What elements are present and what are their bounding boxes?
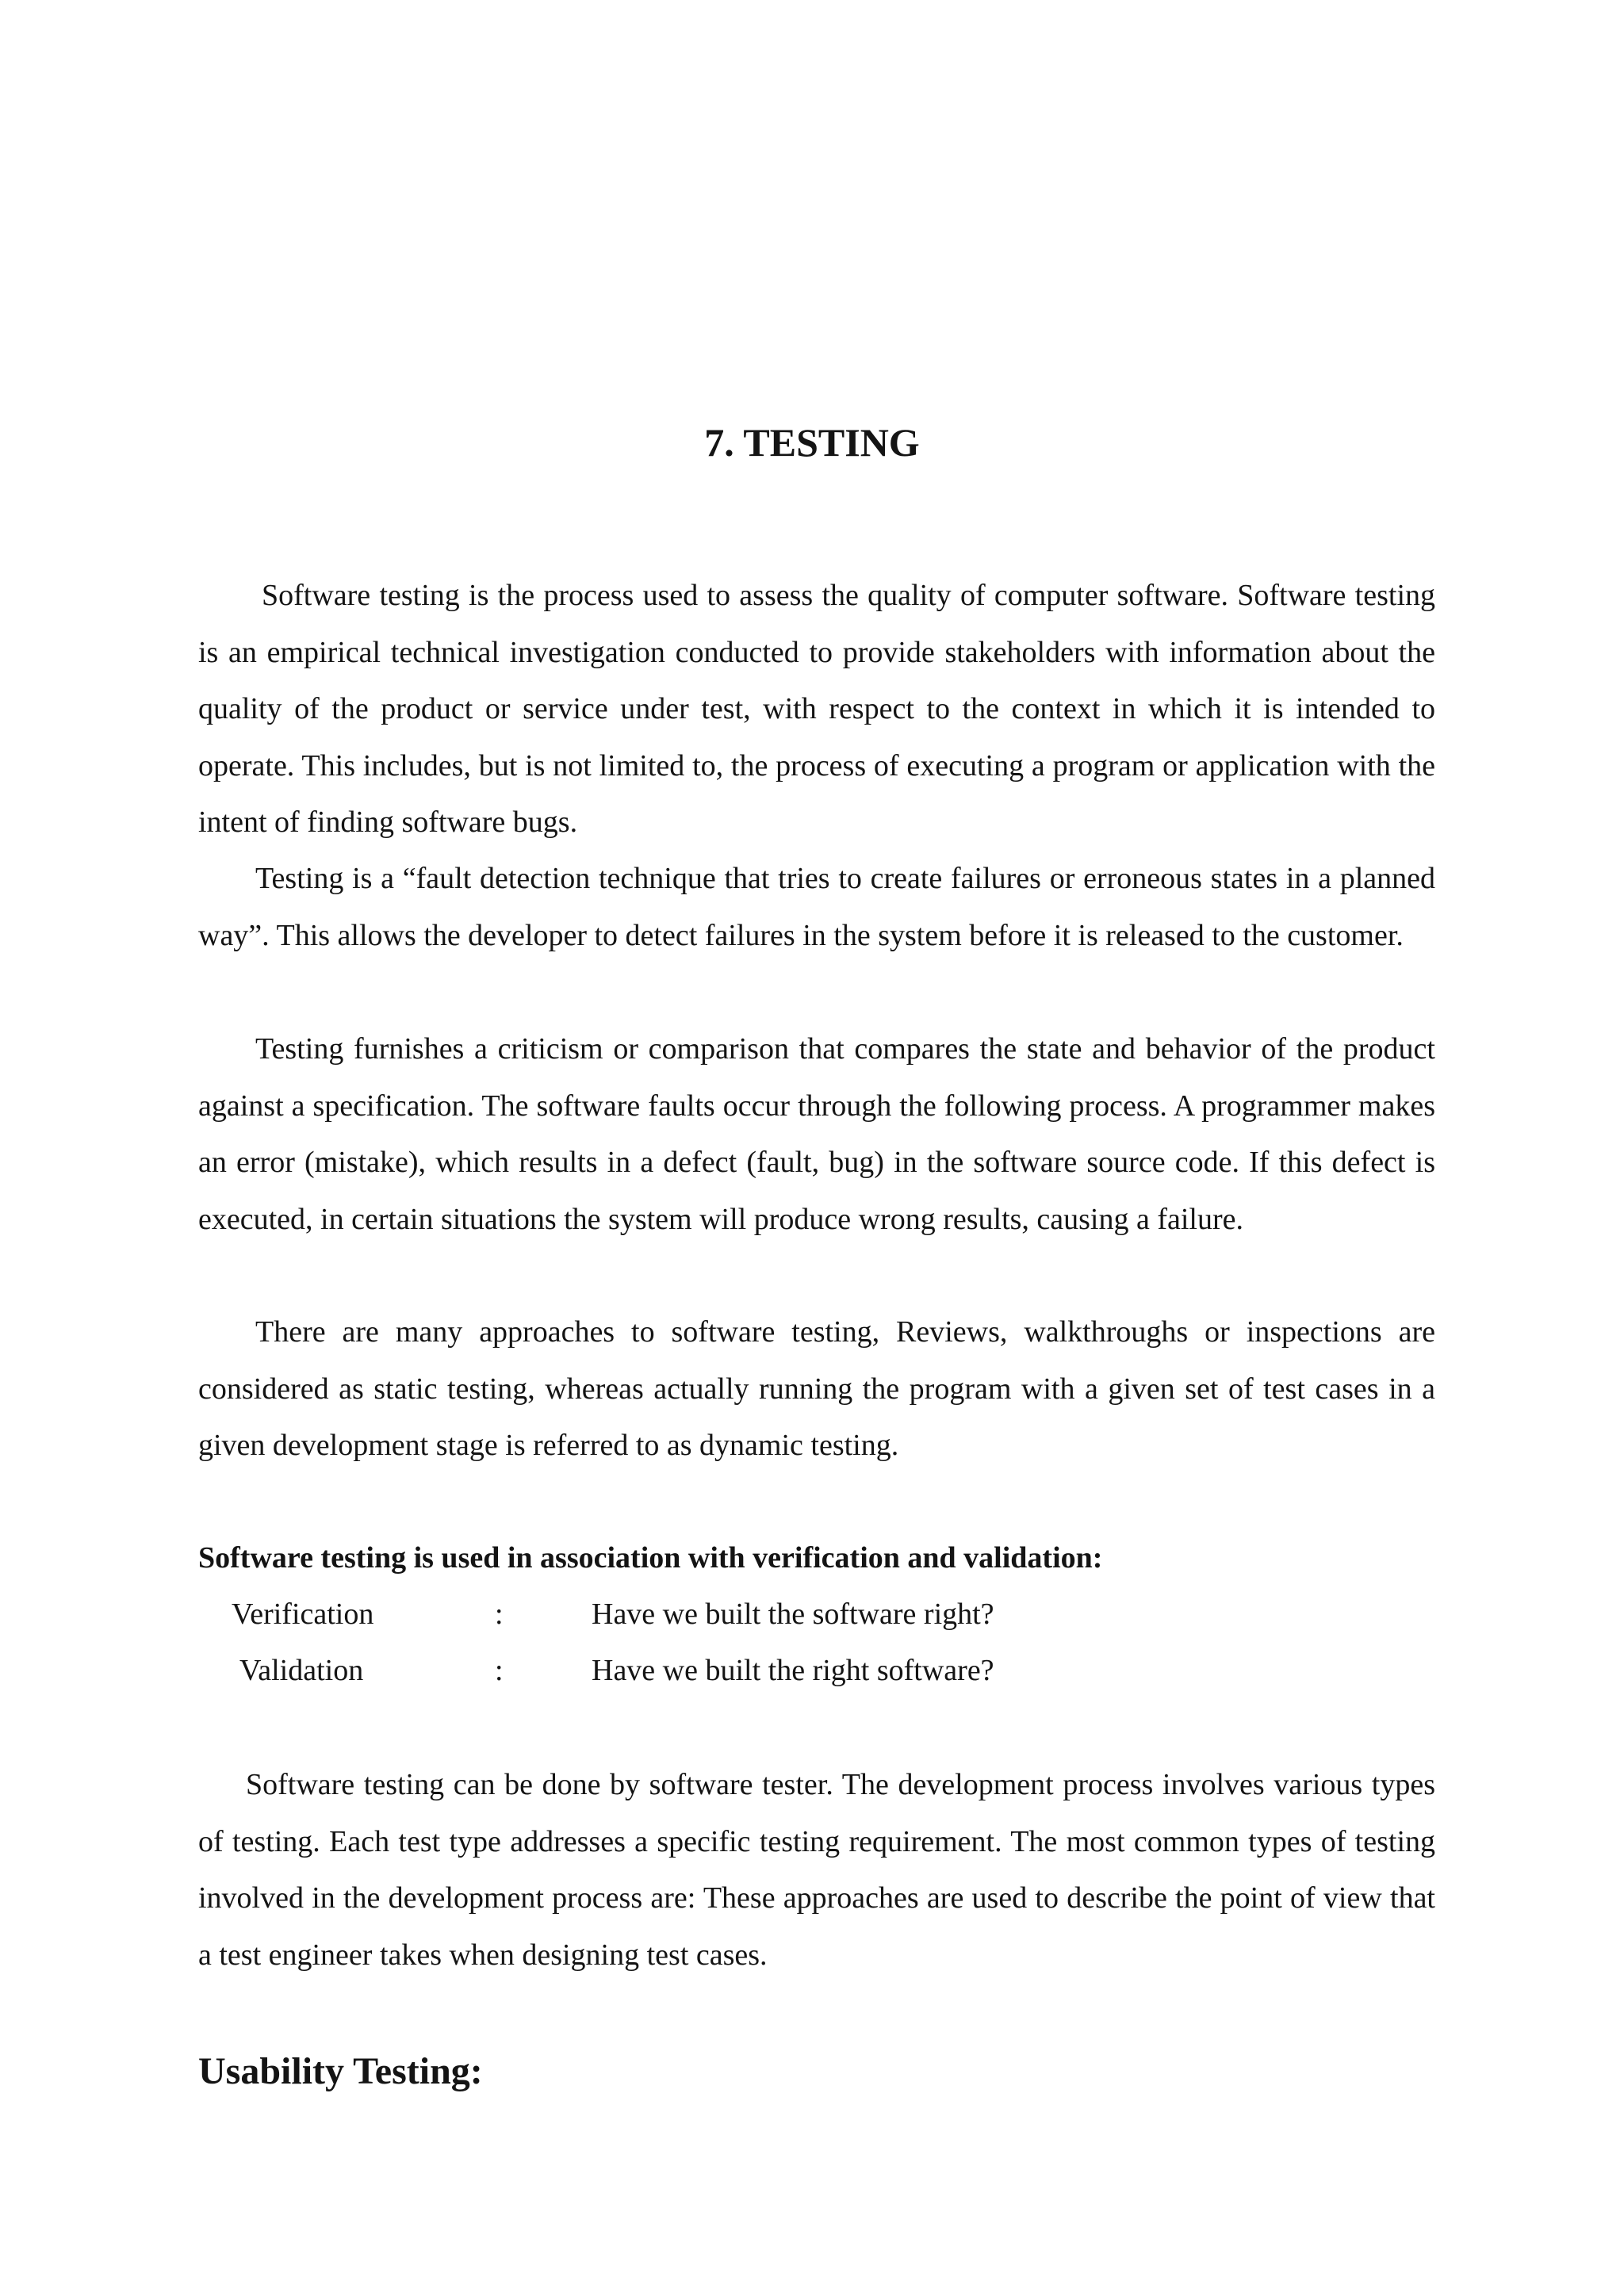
page-title: 7. TESTING: [704, 420, 920, 465]
paragraph-criticism-comparison: Testing furnishes a criticism or comparison that compares the state and behavior of the product against a specification. The software faults occur through the following process. A programmer makes an error (mistake), which results in a defect (fault, bug) in the software source code. If this defect is executed, in certain situations the system will produce wrong results, causing a failure.: [198, 1032, 1435, 1236]
definition-separator: :: [495, 1598, 504, 1631]
definition-question: Have we built the right software?: [592, 1654, 994, 1687]
section-heading-usability-testing: Usability Testing:: [198, 2050, 483, 2092]
definition-term: Validation: [239, 1654, 364, 1687]
paragraph-software-testing-definition: Software testing is the process used to assess the quality of computer software. Software testing is an empirical technical investigation conducted to provide stakeholders with information about the quality of the product or service under test, with respect to the context in which it is intended to operate. This includes, but is not limited to, the process of executing a program or application with the intent of finding software bugs.: [198, 579, 1435, 839]
definition-row-validation: [0, 1647, 1624, 1694]
definition-question: Have we built the software right?: [592, 1598, 994, 1631]
verification-validation-heading: Software testing is used in association with verification and validation:: [198, 1541, 1103, 1575]
definition-term: Verification: [232, 1598, 374, 1631]
definition-separator: :: [495, 1654, 504, 1687]
definition-row-verification: [0, 1590, 1624, 1638]
paragraph-fault-detection: Testing is a “fault detection technique that tries to create failures or erroneous states in a planned way”. This allows the developer to detect failures in the system before it is released to the customer.: [198, 862, 1435, 952]
paragraph-testing-types: Software testing can be done by software tester. The development process involves various types of testing. Each test type addresses a specific testing requirement. The most common types of testing involved in the development process are: These approaches are used to describe the point of view that a test engineer takes when designing test cases.: [198, 1768, 1435, 1972]
paragraph-testing-approaches: There are many approaches to software testing, Reviews, walkthroughs or inspections are considered as static testing, whereas actually running the program with a given set of test cases in a given development stage is referred to as dynamic testing.: [198, 1315, 1435, 1462]
